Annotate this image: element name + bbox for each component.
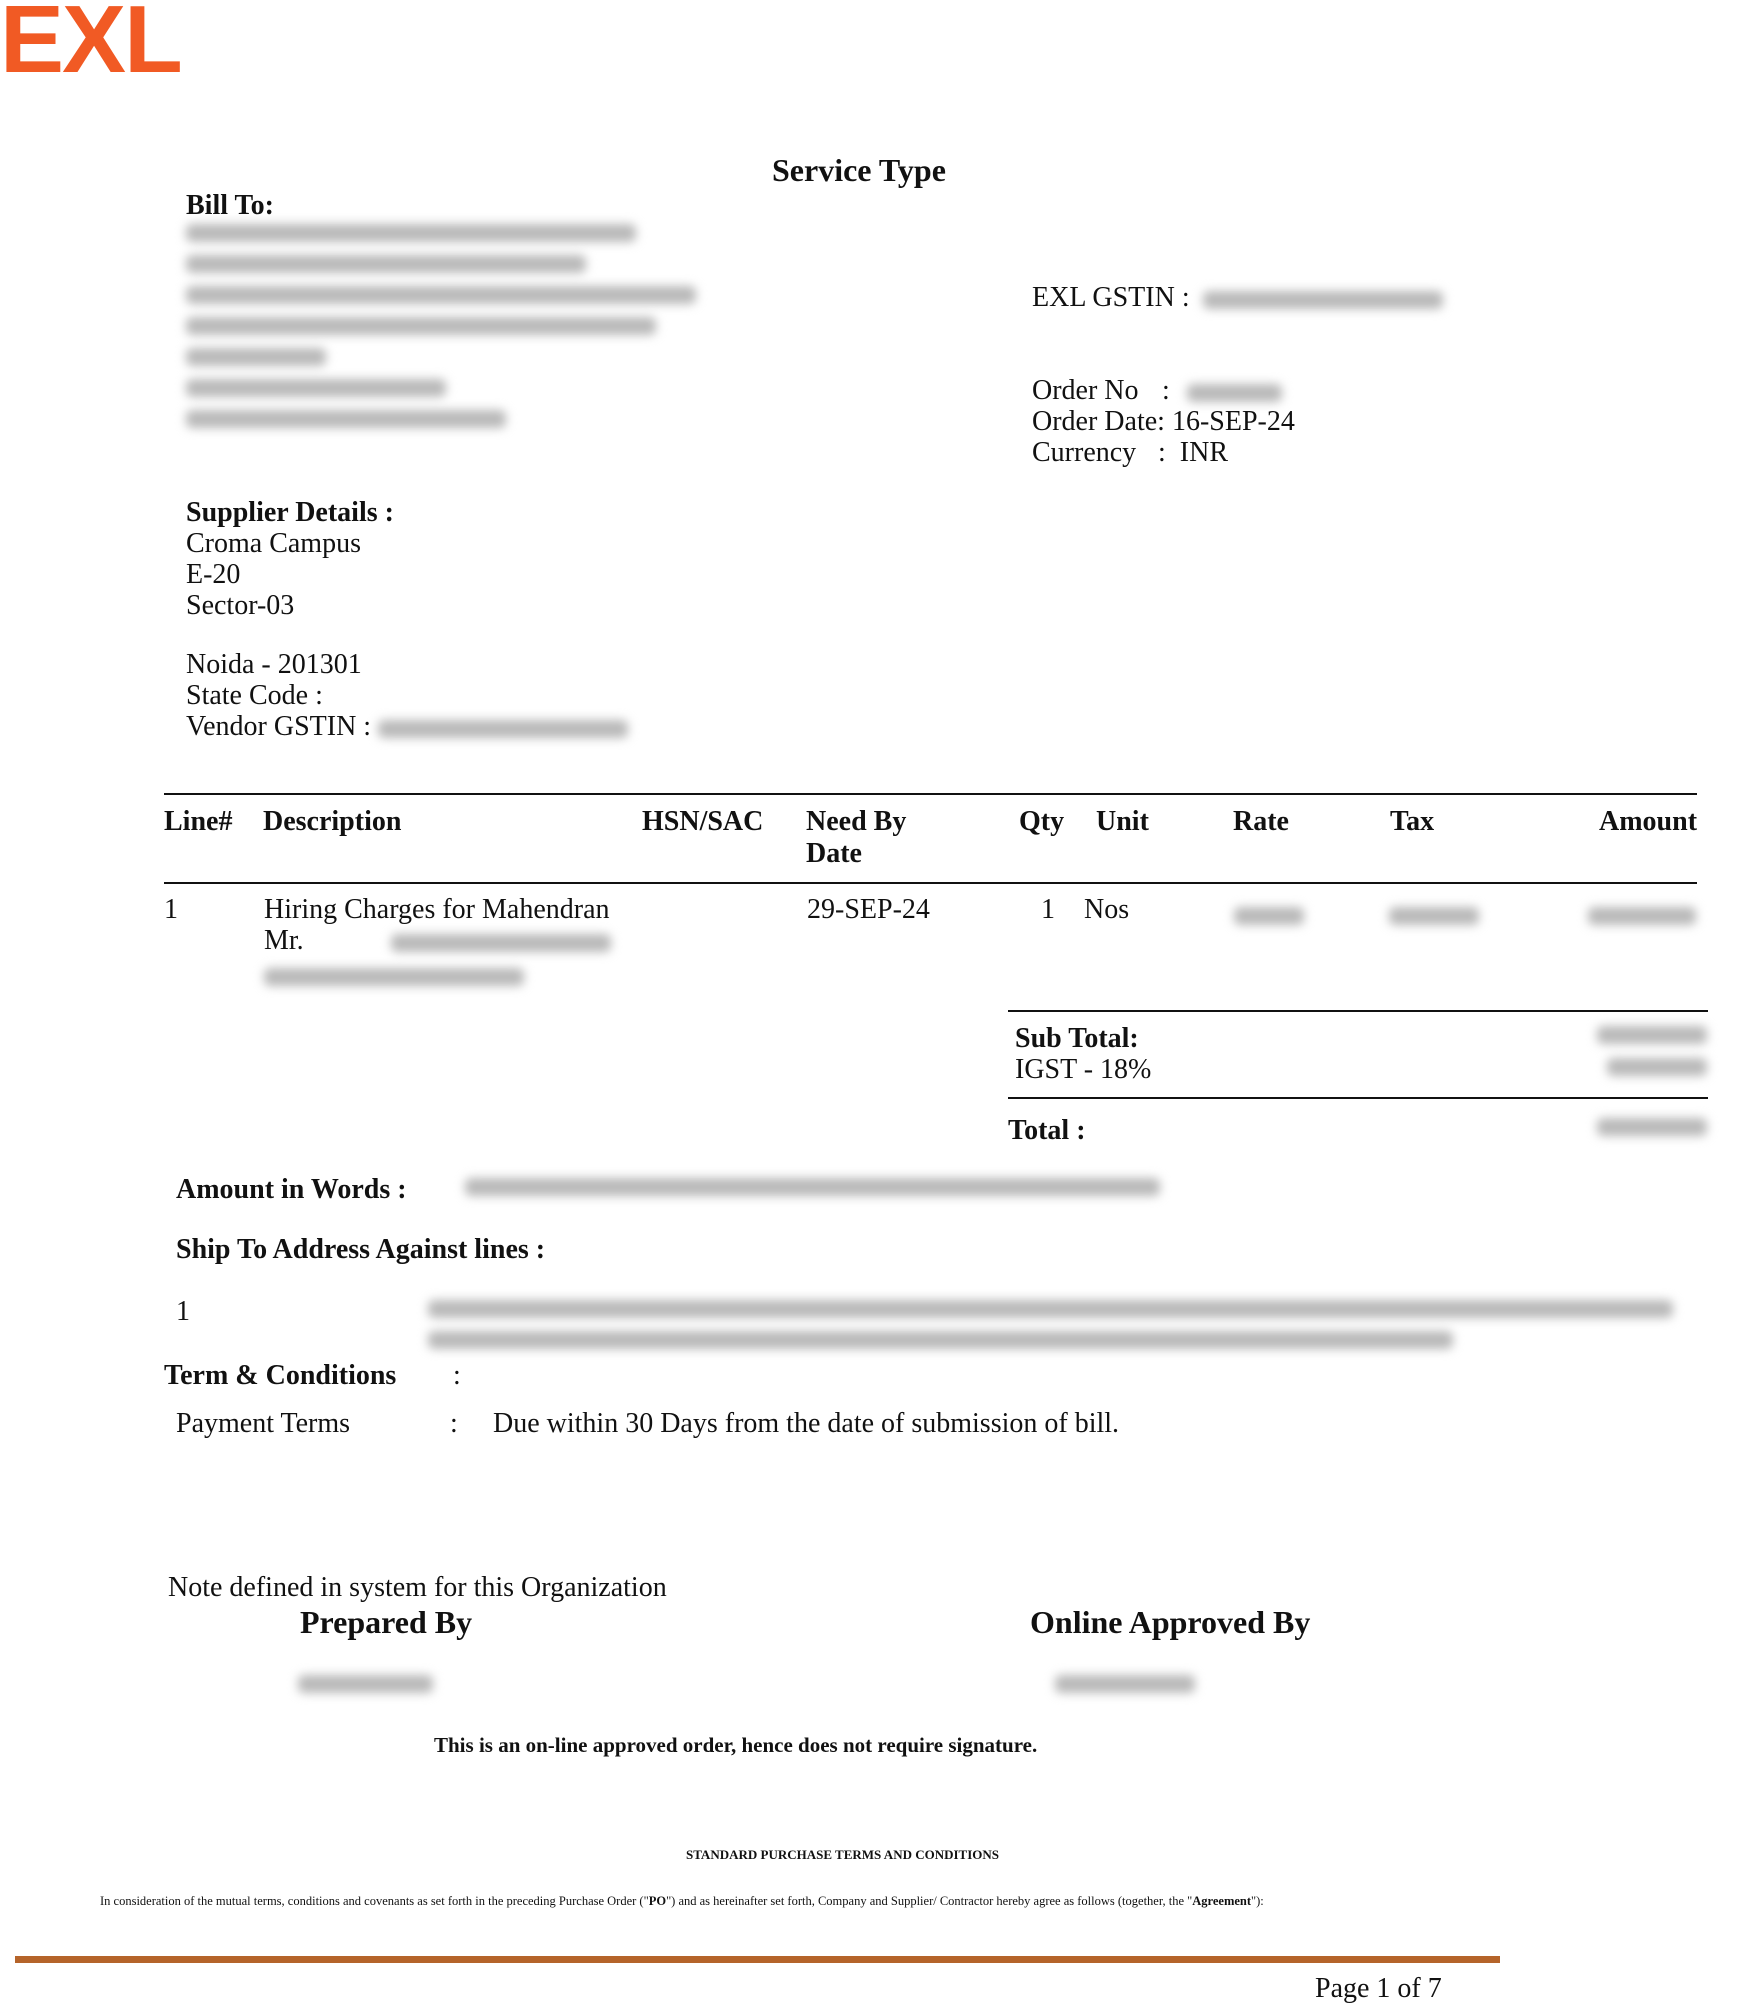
table-header-rule	[164, 882, 1697, 884]
ship-to-line: 1	[176, 1296, 190, 1327]
total-value-redacted	[1597, 1118, 1707, 1136]
order-no-sep: :	[1162, 375, 1170, 406]
order-no-label: Order No	[1032, 375, 1139, 406]
payment-terms-sep: :	[450, 1408, 458, 1439]
vendor-gstin-label: Vendor GSTIN :	[186, 711, 372, 742]
footer-bar	[15, 1956, 1500, 1963]
intro-c: "):	[1251, 1894, 1264, 1908]
col-unit: Unit	[1096, 806, 1149, 837]
table-top-rule	[164, 793, 1697, 795]
intro-agreement: Agreement	[1192, 1894, 1252, 1908]
document-title: Service Type	[772, 152, 946, 188]
bill-to-label: Bill To:	[186, 190, 274, 221]
subtotal-rule	[1008, 1010, 1708, 1012]
amount-in-words-redacted	[465, 1178, 1160, 1196]
standard-terms-heading: STANDARD PURCHASE TERMS AND CONDITIONS	[686, 1847, 1000, 1862]
org-note: Note defined in system for this Organization	[168, 1572, 667, 1603]
prepared-by-name-redacted	[298, 1675, 433, 1693]
terms-label: Term & Conditions	[164, 1360, 397, 1391]
ship-to-label: Ship To Address Against lines :	[176, 1234, 546, 1265]
row-qty: 1	[1041, 894, 1055, 925]
payment-terms-label: Payment Terms	[176, 1408, 351, 1439]
col-tax: Tax	[1390, 806, 1435, 837]
prepared-by-label: Prepared By	[300, 1604, 473, 1640]
supplier-name: Croma Campus	[186, 528, 361, 559]
col-description: Description	[263, 806, 402, 837]
intro-a: In consideration of the mutual terms, conditions and covenants as set forth in the preceding Purchase Order ("	[100, 1894, 649, 1908]
vendor-gstin-value-redacted	[378, 720, 628, 738]
currency-label: Currency	[1032, 437, 1137, 468]
currency-value: INR	[1179, 437, 1229, 468]
currency-sep: :	[1158, 437, 1166, 468]
total-rule	[1008, 1097, 1708, 1099]
col-rate: Rate	[1233, 806, 1289, 837]
bill-to-address-redacted	[186, 224, 696, 428]
amount-in-words-label: Amount in Words :	[176, 1174, 407, 1205]
order-date-label: Order Date:	[1032, 406, 1165, 437]
row-line: 1	[164, 894, 178, 925]
supplier-label: Supplier Details :	[186, 497, 394, 528]
payment-terms-value: Due within 30 Days from the date of submission of bill.	[493, 1408, 1120, 1439]
subtotal-value-redacted	[1597, 1026, 1707, 1044]
col-need-by-date: Date	[806, 838, 862, 869]
exl-gstin	[1032, 282, 1443, 313]
igst-value-redacted	[1607, 1058, 1707, 1076]
order-no	[1032, 375, 1282, 406]
total-label: Total :	[1008, 1115, 1086, 1146]
col-need-by: Need By	[806, 806, 907, 837]
vendor-gstin	[186, 711, 628, 742]
terms-sep: :	[453, 1360, 461, 1391]
col-qty: Qty	[1019, 806, 1065, 837]
supplier-line1: E-20	[186, 559, 241, 590]
row-description: Hiring Charges for Mahendran	[264, 894, 610, 925]
exl-logo: EXL	[0, 0, 181, 93]
row-need-by: 29-SEP-24	[807, 894, 930, 925]
row-rate-redacted	[1234, 898, 1304, 930]
subtotal-label: Sub Total:	[1015, 1023, 1139, 1054]
col-hsn: HSN/SAC	[642, 806, 764, 837]
page-number: Page 1 of 7	[1315, 1973, 1442, 2004]
row-unit: Nos	[1084, 894, 1130, 925]
approved-by-label: Online Approved By	[1030, 1604, 1311, 1640]
standard-terms-intro	[100, 1894, 1264, 1909]
col-amount: Amount	[1599, 806, 1698, 837]
ship-to-address-redacted	[428, 1300, 1673, 1349]
currency	[1032, 437, 1228, 468]
intro-b: ") and as hereinafter set forth, Company and Supplier/ Contractor hereby agree as follows (together, the "	[666, 1894, 1193, 1908]
exl-gstin-label: EXL GSTIN :	[1032, 282, 1190, 313]
row-description-mr: Mr.	[264, 925, 304, 956]
order-date-value: 16-SEP-24	[1171, 406, 1295, 437]
supplier-line2: Sector-03	[186, 590, 295, 621]
online-approval-note: This is an on-line approved order, hence does not require signature.	[434, 1733, 1038, 1757]
row-description-redacted	[391, 934, 611, 952]
exl-gstin-value-redacted	[1203, 291, 1443, 309]
order-date	[1032, 406, 1295, 437]
col-line: Line#	[164, 806, 233, 837]
supplier-state-code: State Code :	[186, 680, 323, 711]
row-description-3-redacted	[264, 959, 524, 991]
igst-label: IGST - 18%	[1015, 1054, 1152, 1085]
row-amount-redacted	[1588, 898, 1696, 930]
supplier-city: Noida - 201301	[186, 649, 362, 680]
approved-by-name-redacted	[1055, 1675, 1195, 1693]
order-no-value-redacted	[1187, 384, 1282, 402]
row-description-2	[264, 925, 611, 957]
row-tax-redacted	[1389, 898, 1479, 930]
intro-po: PO	[648, 1894, 667, 1908]
